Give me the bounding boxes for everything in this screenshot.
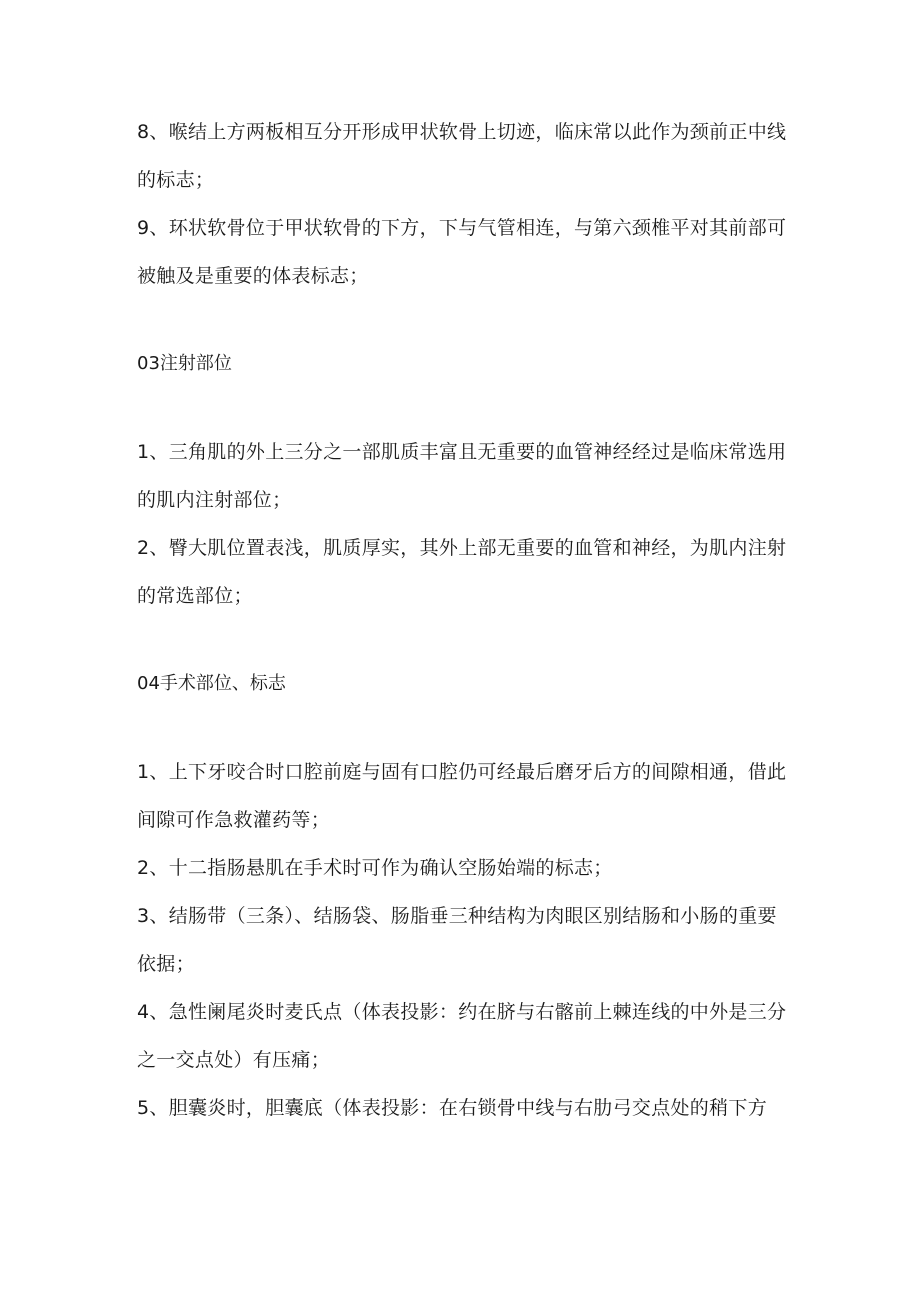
list-item: 2、臀大肌位置表浅，肌质厚实，其外上部无重要的血管和神经，为肌内注射的常选部位； [137, 537, 787, 607]
section-heading: 03注射部位 [137, 353, 232, 374]
list-item: 9、环状软骨位于甲状软骨的下方，下与气管相连，与第六颈椎平对其前部可被触及是重要的体表标志； [137, 217, 787, 287]
list-item: 1、上下牙咬合时口腔前庭与固有口腔仍可经最后磨牙后方的间隙相通，借此间隙可作急救灌药等； [137, 761, 787, 831]
list-item: 1、三角肌的外上三分之一部肌质丰富且无重要的血管神经经过是临床常选用的肌内注射部位； [137, 441, 787, 511]
list-item: 3、结肠带（三条）、结肠袋、肠脂垂三种结构为肉眼区别结肠和小肠的重要依据； [137, 905, 777, 975]
list-item: 2、十二指肠悬肌在手术时可作为确认空肠始端的标志； [137, 857, 613, 879]
document-page [137, 108, 787, 1132]
list-item: 4、急性阑尾炎时麦氏点（体表投影：约在脐与右髂前上棘连线的中外是三分之一交点处）有压痛； [137, 1001, 787, 1071]
list-item: 5、胆囊炎时，胆囊底（体表投影：在右锁骨中线与右肋弓交点处的稍下方 [137, 1097, 767, 1119]
list-item: 8、喉结上方两板相互分开形成甲状软骨上切迹，临床常以此作为颈前正中线的标志； [137, 121, 787, 191]
section-heading: 04手术部位、标志 [137, 673, 286, 694]
